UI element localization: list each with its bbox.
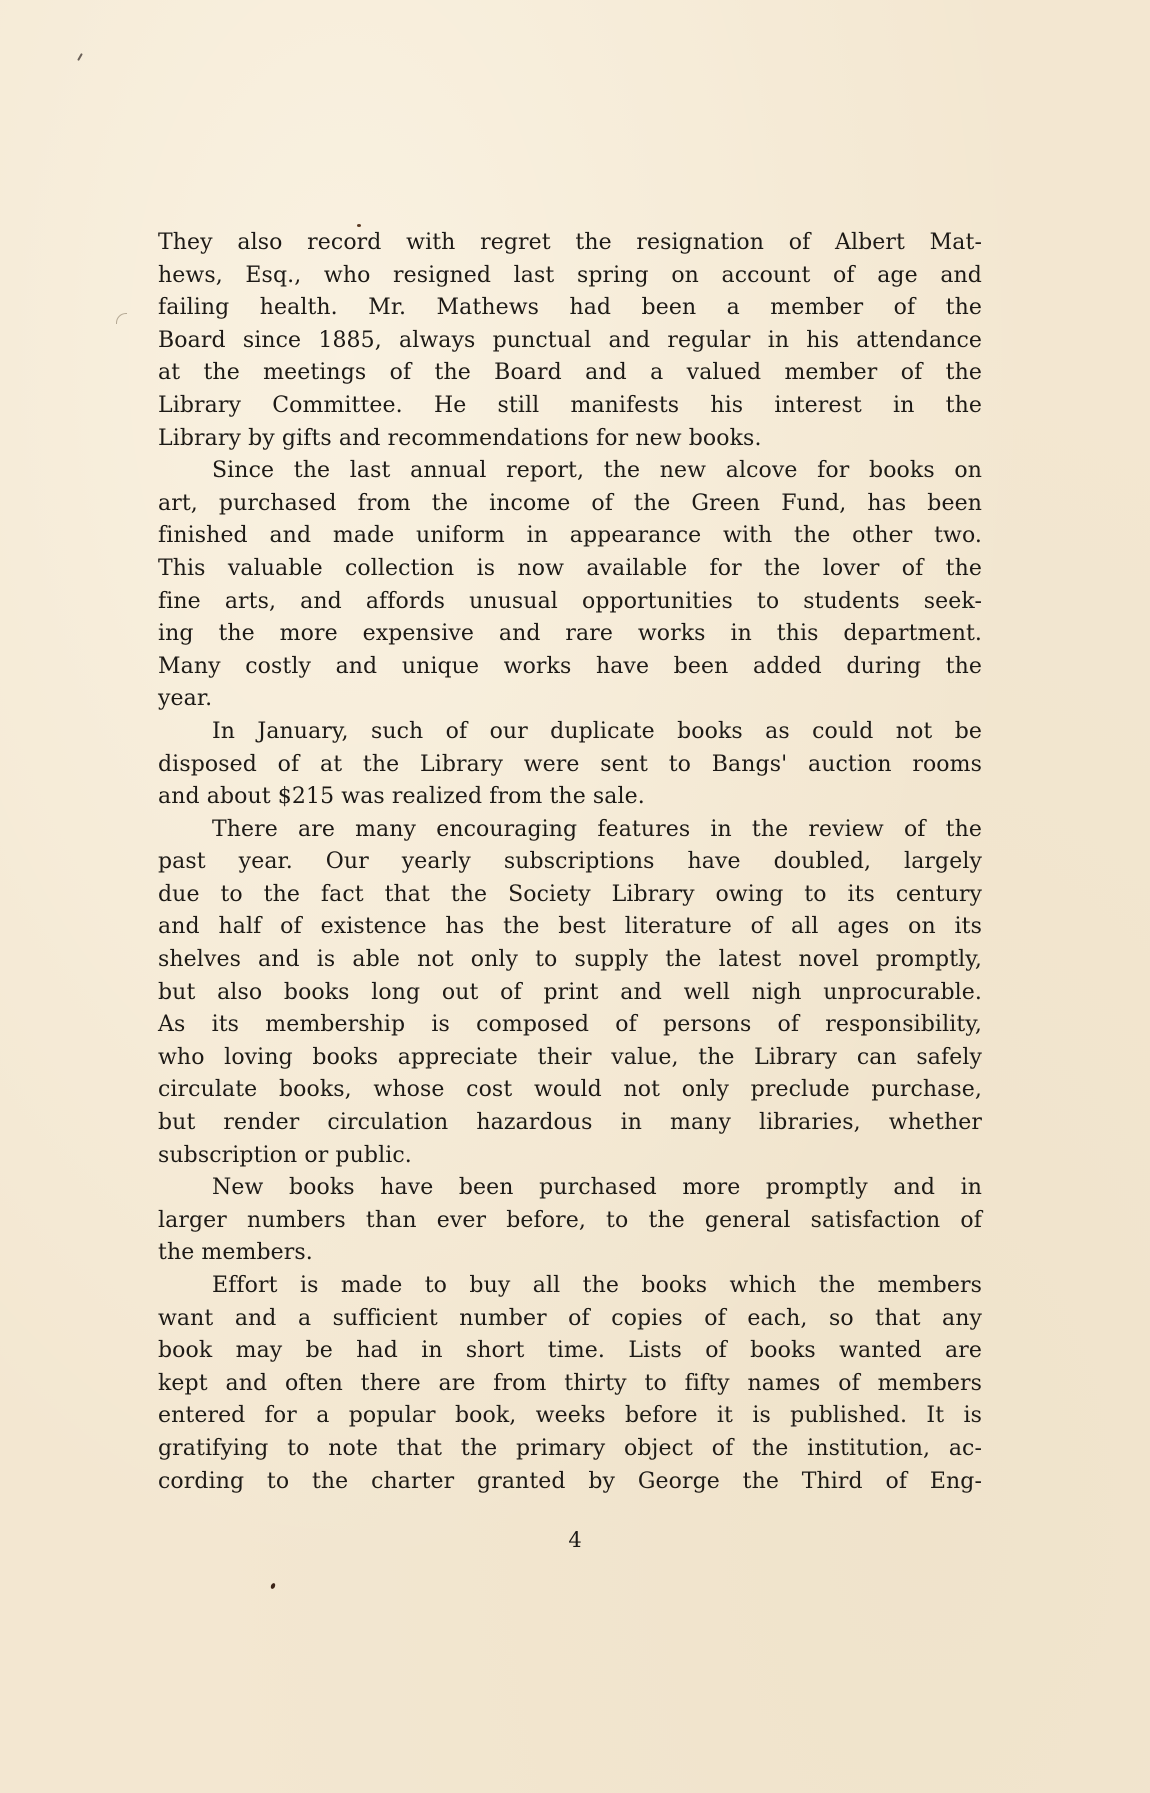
text-line: but also books long out of print and well nigh unprocurable. — [158, 979, 982, 1005]
text-line: gratifying to note that the primary object of the institution, ac- — [158, 1435, 982, 1461]
paragraph — [158, 716, 982, 814]
text-line: due to the fact that the Society Library owing to its century — [158, 881, 982, 907]
page-number: 4 — [568, 1528, 582, 1552]
text-line: want and a sufficient number of copies of each, so that any — [158, 1305, 982, 1331]
text-line: circulate books, whose cost would not only preclude purchase, — [158, 1077, 982, 1103]
text-line: Effort is made to buy all the books which the members — [212, 1273, 982, 1298]
text-line: Library by gifts and recommendations for new books. — [158, 425, 762, 451]
text-line: Many costly and unique works have been added during the — [158, 653, 982, 679]
text-line: art, purchased from the income of the Green Fund, has been — [158, 490, 982, 516]
text-line: and half of existence has the best literature of all ages on its — [158, 914, 982, 940]
text-line: This valuable collection is now available for the lover of the — [158, 555, 982, 581]
paragraph — [158, 1172, 982, 1270]
text-line: kept and often there are from thirty to fifty names of members — [158, 1370, 982, 1396]
paragraph — [158, 227, 982, 455]
text-line: at the meetings of the Board and a valued member of the — [158, 360, 982, 386]
page-body-text — [158, 227, 982, 1498]
text-line: who loving books appreciate their value, the Library can safely — [158, 1044, 982, 1070]
text-line: Since the last annual report, the new alcove for books on — [212, 458, 982, 484]
text-line: year. — [158, 686, 213, 712]
text-line: shelves and is able not only to supply the latest novel promptly, — [158, 947, 982, 973]
text-line: fine arts, and affords unusual opportunities to students seek- — [158, 588, 982, 614]
text-line: As its membership is composed of persons of responsibility, — [158, 1012, 982, 1038]
text-line: disposed of at the Library were sent to Bangs' auction rooms — [158, 751, 982, 777]
text-line: book may be had in short time. Lists of books wanted are — [158, 1338, 982, 1364]
text-line: Library Committee. He still manifests his interest in the — [158, 392, 982, 418]
text-line: past year. Our yearly subscriptions have doubled, largely — [158, 849, 982, 875]
paragraph — [158, 1270, 982, 1498]
text-line: In January, such of our duplicate books as could not be — [212, 718, 982, 744]
text-line: but render circulation hazardous in many libraries, whether — [158, 1110, 982, 1136]
text-line: cording to the charter granted by George the Third of Eng- — [158, 1468, 982, 1494]
text-line: ing the more expensive and rare works in this department. — [158, 621, 982, 647]
text-line: New books have been purchased more promptly and in — [212, 1175, 982, 1201]
text-line: the members. — [158, 1240, 313, 1266]
text-line: They also record with regret the resignation of Albert Mat- — [158, 230, 982, 255]
paragraph — [158, 814, 982, 1173]
text-line: finished and made uniform in appearance with the other two. — [158, 523, 982, 549]
text-line: There are many encouraging features in the review of the — [212, 816, 982, 842]
text-line: Board since 1885, always punctual and regular in his attendance — [158, 327, 982, 353]
text-line: hews, Esq., who resigned last spring on account of age and — [158, 262, 982, 288]
text-line: subscription or public. — [158, 1142, 412, 1168]
text-line: larger numbers than ever before, to the general satisfaction of — [158, 1207, 982, 1233]
paragraph — [158, 455, 982, 716]
text-line: and about $215 was realized from the sale. — [158, 784, 645, 810]
text-line: entered for a popular book, weeks before it is published. It is — [158, 1403, 982, 1429]
text-line: failing health. Mr. Mathews had been a member of the — [158, 295, 982, 321]
